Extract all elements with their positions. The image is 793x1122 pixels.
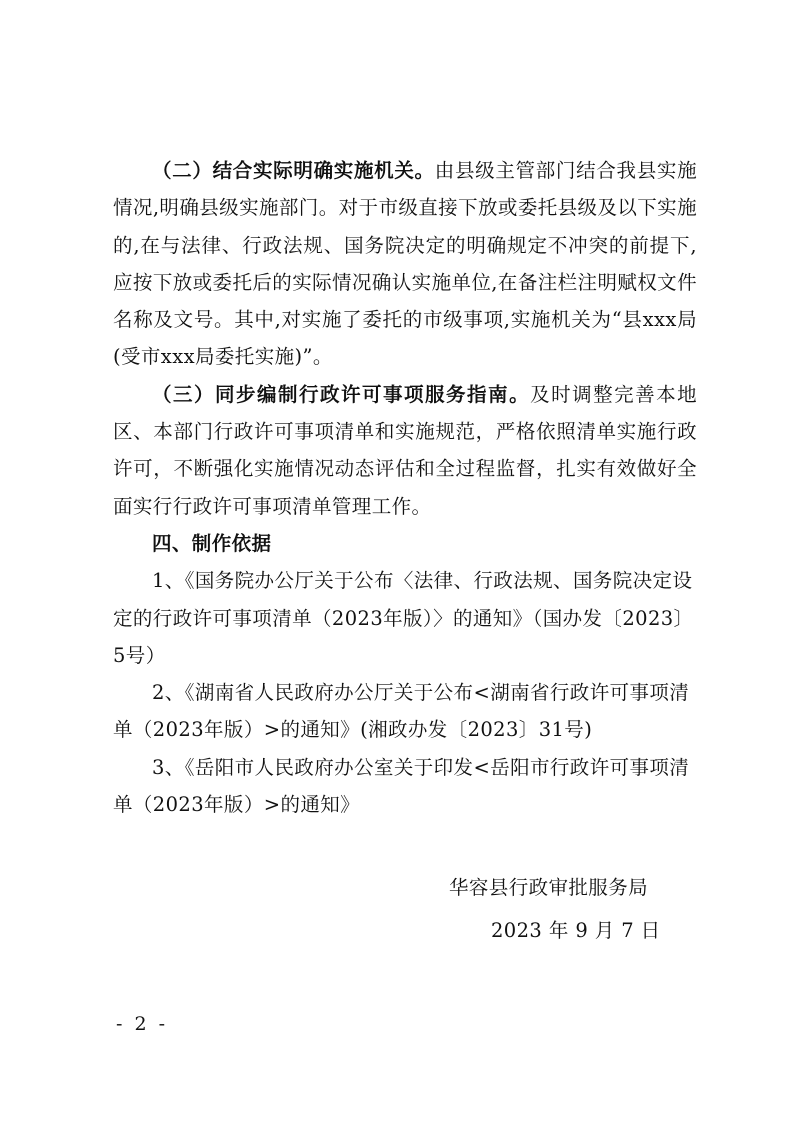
document-body: [113, 152, 697, 823]
section-heading: 四、制作依据: [152, 531, 272, 555]
issuer-name: 华容县行政审批服务局: [449, 876, 649, 899]
reference-item: 3、《岳阳市人民政府办公室关于印发<岳阳市行政许可事项清单（2023年版）>的通知》: [113, 755, 690, 817]
reference-item: 2、《湖南省人民政府办公厅关于公布<湖南省行政许可事项清单（2023年版）>的通知》(湘政办发〔2023〕31号): [113, 681, 690, 742]
paragraph-text: 由县级主管部门结合我县实施情况,明确县级实施部门。对于市级直接下放或委托县级及以下实施的,在与法律、行政法规、国务院决定的明确规定不冲突的前提下,应按下放或委托后的实际情况确认实施单位,在备注栏注明赋权文件名称及文号。其中,对实施了委托的市级事项,实施机关为“县xxx局(受市xxx局委托实施)”。: [113, 159, 697, 369]
page-number: - 2 -: [116, 1013, 169, 1035]
paragraph-implementing-agency: [113, 152, 697, 376]
issue-date: 2023 年 9 月 7 日: [491, 919, 661, 942]
paragraph-lead: （二）结合实际明确实施机关。: [152, 159, 435, 182]
paragraph-lead: （三）同步编制行政许可事项服务指南。: [152, 382, 531, 406]
paragraph-text: 及时调整完善本地区、本部门行政许可事项清单和实施规范，严格依照清单实施行政许可，不断强化实施情况动态评估和全过程监督，扎实有效做好全面实行行政许可事项清单管理工作。: [113, 382, 698, 518]
paragraph-service-guide: [113, 376, 697, 525]
reference-item: 1、《国务院办公厅关于公布〈法律、行政法规、国务院决定设定的行政许可事项清单（2023年版）〉的通知》（国办发〔2023〕5号）: [113, 569, 694, 667]
